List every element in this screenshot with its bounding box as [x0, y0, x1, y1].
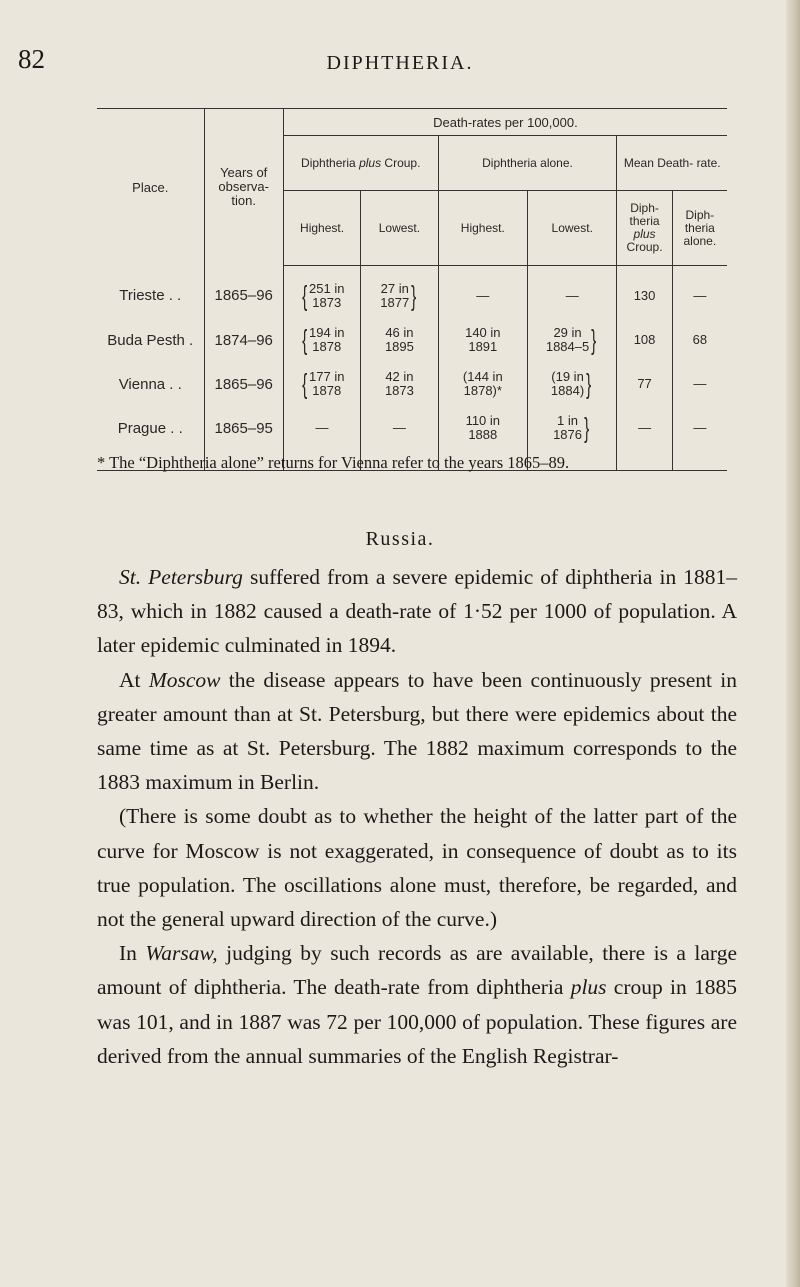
header-mean-death-rate: Mean Death- rate. [617, 136, 727, 191]
alone-highest-cell: (144 in 1878)* [438, 362, 527, 406]
header-place: Place. [97, 109, 204, 266]
croup-lowest-cell: 46 in 1895 [361, 318, 438, 362]
alone-highest-cell: — [438, 266, 527, 319]
paragraph-st-petersburg: St. Petersburg suffered from a severe epidemic of diphtheria in 1881–83, which in 1882 caused a death-rate of 1·52 per 1000 of population. A later epidemic culminated in 1894. [97, 565, 738, 658]
row-years: 1865–96 [204, 266, 283, 319]
subheader-croup-lowest: Lowest. [361, 191, 438, 266]
mean-croup-cell: 108 [617, 318, 672, 362]
row-years: 1865–96 [204, 362, 283, 406]
subheader-alone-lowest: Lowest. [528, 191, 617, 266]
table-row-vienna [97, 362, 727, 406]
alone-highest-cell: 140 in 1891 [438, 318, 527, 362]
croup-highest-cell: { 194 in 1878 [283, 318, 360, 362]
running-title: DIPHTHERIA. [326, 52, 474, 74]
body-text [97, 560, 737, 1073]
subheader-croup-highest: Highest. [283, 191, 360, 266]
subheader-alone-highest: Highest. [438, 191, 527, 266]
croup-highest-cell: { 177 in 1878 [283, 362, 360, 406]
row-place: Trieste . . [119, 287, 182, 305]
subheader-mean-alone: Diph- theria alone. [672, 191, 727, 266]
row-years: 1865–95 [204, 406, 283, 471]
table-row-trieste [97, 266, 727, 319]
header-diphtheria-alone: Diphtheria alone. [438, 136, 617, 191]
subheader-mean-croup: Diph- theria plus Croup. [617, 191, 672, 266]
alone-lowest-cell: 1 in 1876 } [528, 406, 617, 471]
mean-croup-cell: — [617, 406, 672, 471]
croup-highest-cell: — [283, 406, 360, 471]
alone-lowest-cell: — [528, 266, 617, 319]
header-death-rates-group: Death-rates per 100,000. [283, 109, 727, 136]
row-years: 1874–96 [204, 318, 283, 362]
paragraph-moscow: At Moscow the disease appears to have been continuously present in greater amount than at St. Petersburg, but there were epidemics about the same time as at St. Petersburg. The 1882 maximum corresponds to the 1883 maximum in Berlin. [97, 667, 738, 795]
mean-croup-cell: 77 [617, 362, 672, 406]
row-place: Buda Pesth . [107, 331, 194, 349]
row-place: Prague . . [97, 406, 204, 471]
table-row-buda-pesth [97, 318, 727, 362]
mean-croup-cell: 130 [617, 266, 672, 319]
croup-lowest-cell: 27 in 1877 } [361, 266, 438, 319]
alone-lowest-cell: (19 in 1884) } [528, 362, 617, 406]
alone-highest-cell: 110 in 1888 [438, 406, 527, 471]
paragraph-warsaw: In Warsaw, judging by such records as are available, there is a large amount of diphtheria. The death-rate from diphtheria plus croup in 1885 was 101, and in 1887 was 72 per 100,000 of population. These figures are derived from the annual summaries of the English Registrar- [97, 941, 737, 1068]
header-years: Years of observa- tion. [204, 109, 283, 266]
death-rate-table-container [97, 108, 727, 471]
alone-lowest-cell: 29 in 1884–5 } [528, 318, 617, 362]
page-number: 82 [18, 44, 45, 74]
page-edge-shadow [786, 0, 800, 1287]
section-heading-russia: Russia. [365, 528, 435, 550]
croup-lowest-cell: 42 in 1873 [361, 362, 438, 406]
table-footnote: * The “Diphtheria alone” returns for Vienna refer to the years 1865–89. [97, 453, 570, 472]
croup-highest-cell: { 251 in 1873 [283, 266, 360, 319]
mean-alone-cell: — [672, 406, 727, 471]
mean-alone-cell: — [672, 266, 727, 319]
paragraph-moscow-note: (There is some doubt as to whether the height of the latter part of the curve for Moscow is not exaggerated, in consequence of doubt as to its true population. The oscillations alone must, therefore, be regarded, and not the general upward direction of the curve.) [97, 804, 737, 932]
header-croup: Diphtheria plus Croup. [283, 136, 438, 191]
mean-alone-cell: — [672, 362, 727, 406]
death-rate-table [97, 108, 727, 471]
page-header [0, 44, 800, 84]
row-place: Vienna . . [118, 375, 182, 393]
croup-lowest-cell: — [361, 406, 438, 471]
mean-alone-cell: 68 [672, 318, 727, 362]
